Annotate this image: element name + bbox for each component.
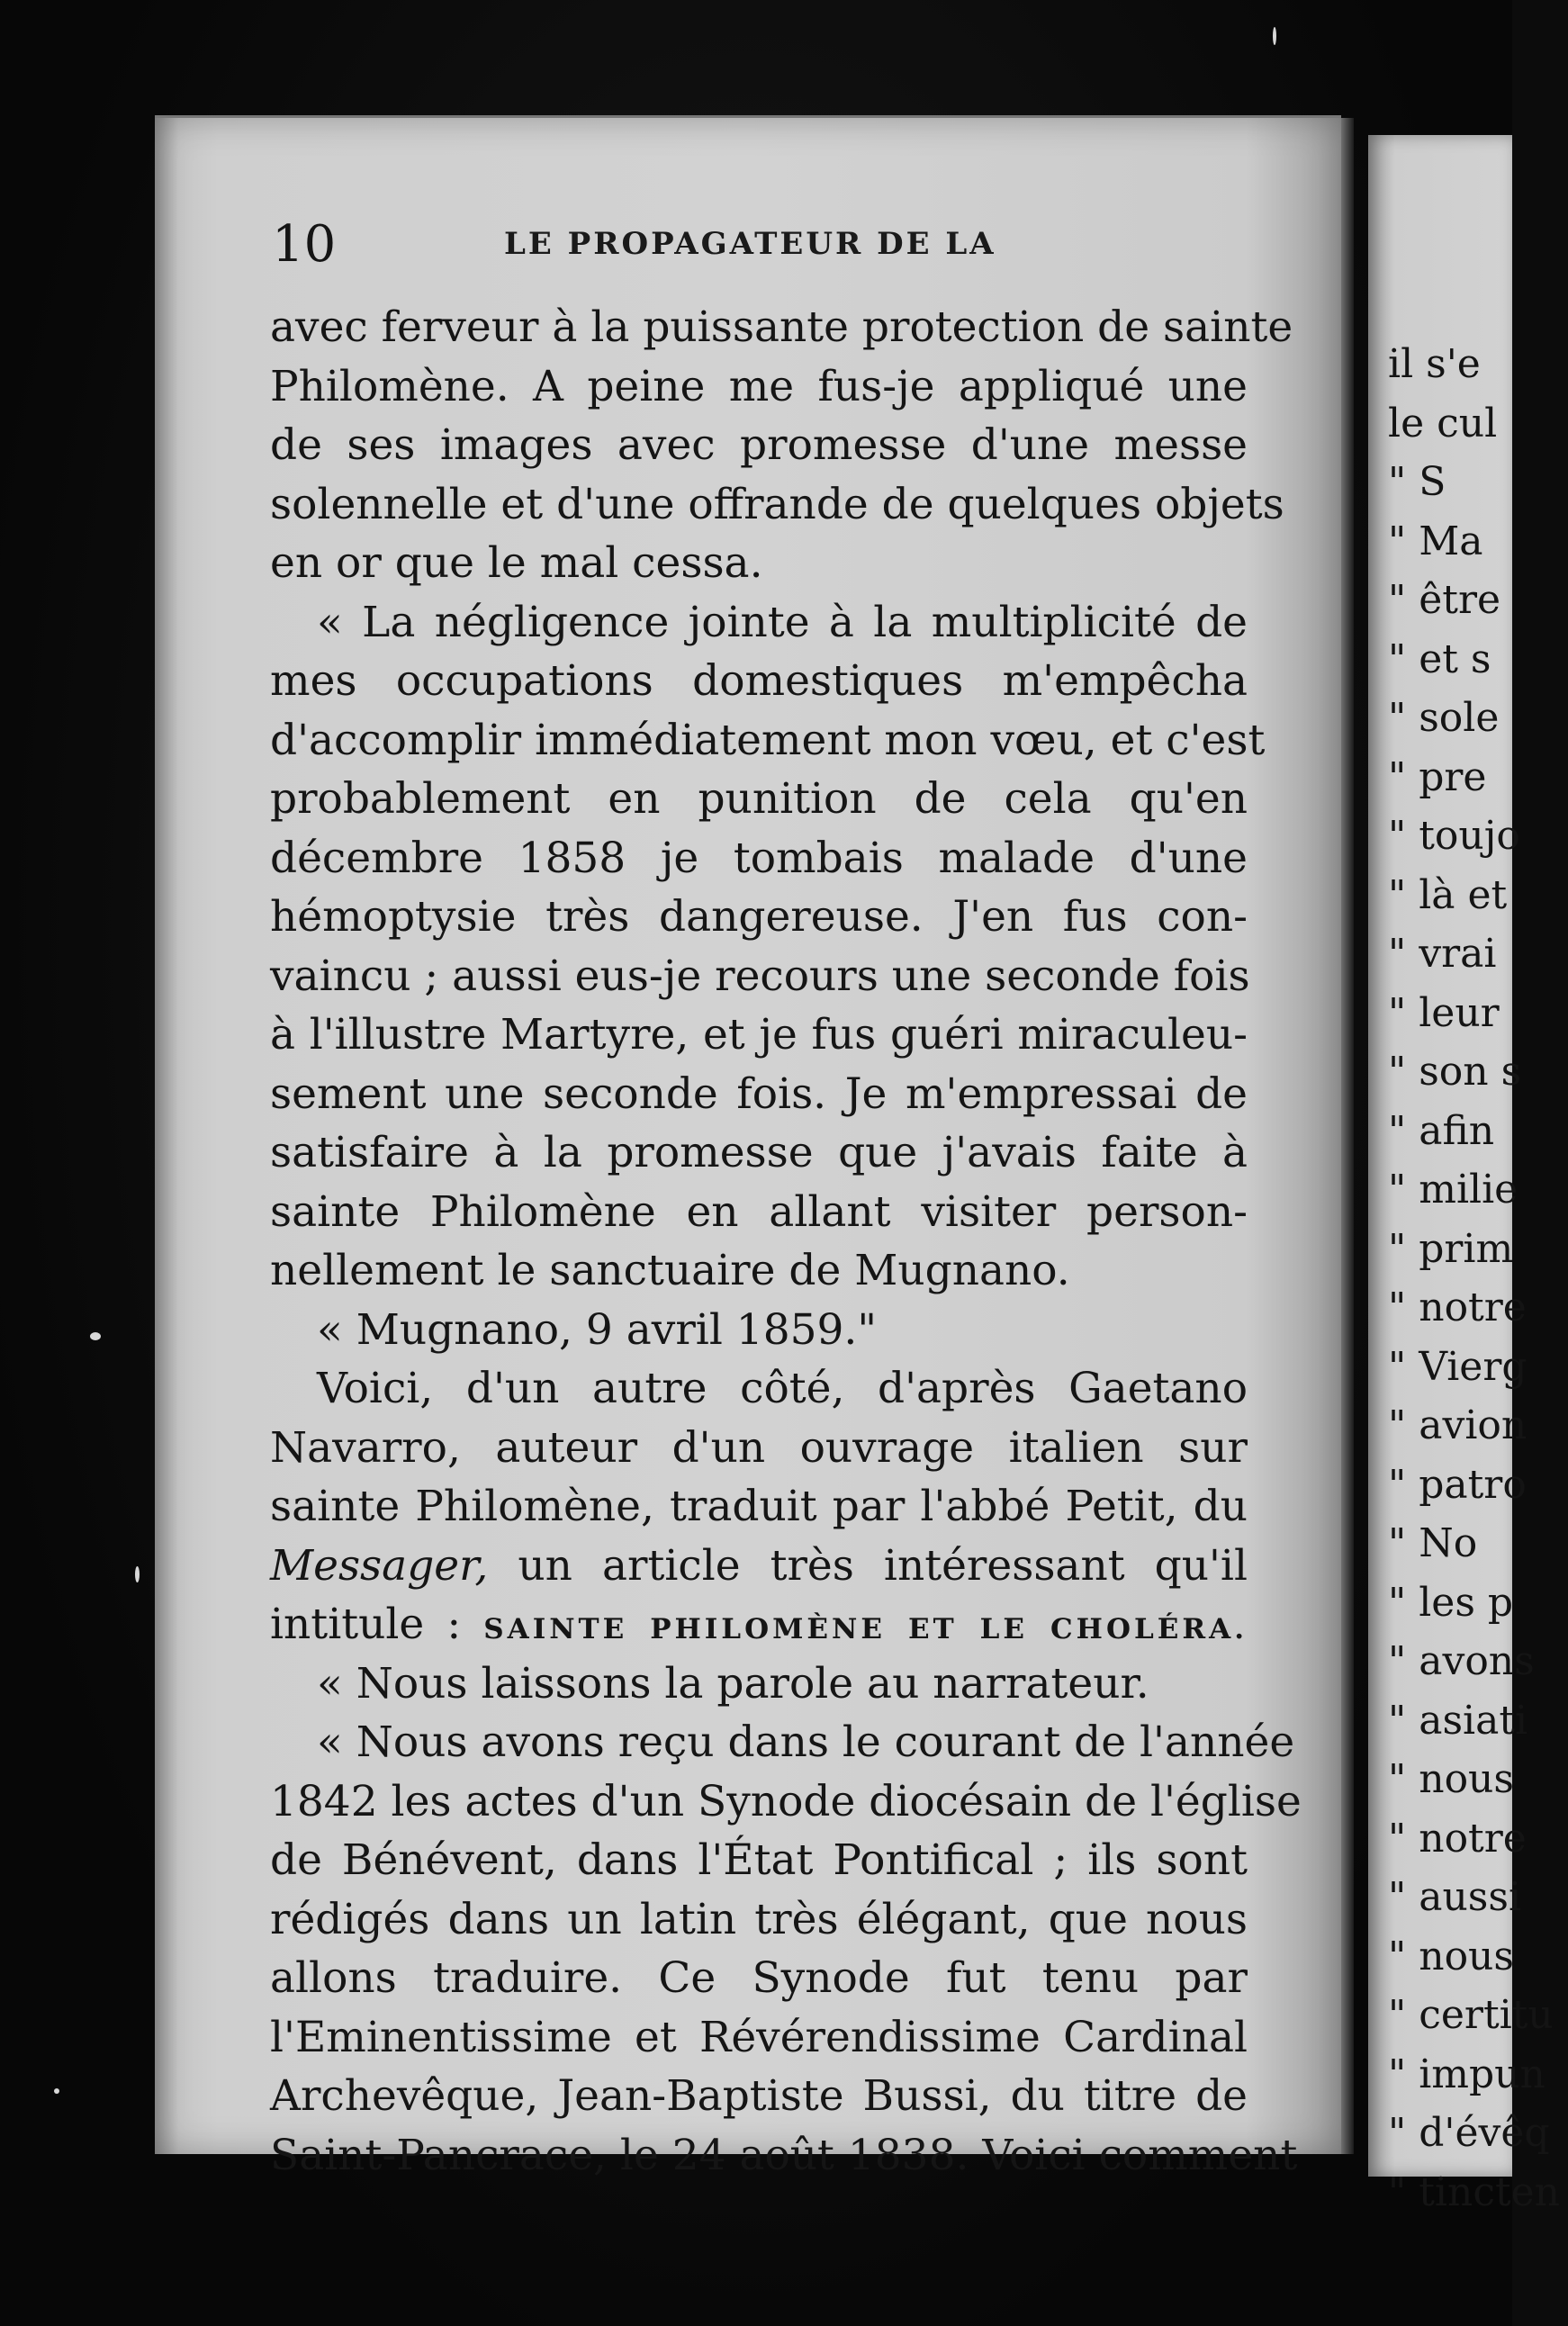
- italic-title: Messager,: [270, 1540, 489, 1591]
- right-page-line: " patro: [1388, 1461, 1527, 1508]
- text-line: à l'illustre Martyre, et je fus guéri miraculeu-: [270, 1010, 1248, 1059]
- body-text: [270, 298, 1302, 2185]
- text-line: sement une seconde fois. Je m'empressai de: [270, 1068, 1248, 1119]
- text-line: « Nous laissons la parole au narrateur.: [317, 1658, 1149, 1708]
- right-page-line: " nous: [1388, 1756, 1514, 1802]
- text-line: sainte Philomène en allant visiter person-: [270, 1186, 1248, 1237]
- running-title: LE PROPAGATEUR DE LA: [504, 226, 996, 262]
- text-line: hémoptysie très dangereuse. J'en fus con-: [270, 892, 1248, 942]
- text-line: sainte Philomène, traduit par l'abbé Petit, du: [270, 1482, 1248, 1531]
- right-page-line: " nous: [1388, 1933, 1514, 1979]
- right-page-line: " son s: [1388, 1049, 1522, 1095]
- right-page-line: " les p: [1388, 1579, 1514, 1626]
- text-line: décembre 1858 je tombais malade d'une: [270, 833, 1248, 883]
- section-title-caps: SAINTE PHILOMÈNE ET LE CHOLÉRA.: [483, 1613, 1248, 1645]
- text-line: Saint-Pancrace, le 24 août 1838. Voici comment: [270, 2130, 1298, 2180]
- right-page-line: " prim: [1388, 1225, 1514, 1272]
- right-page-line: " avons: [1388, 1638, 1535, 1684]
- text-line: [270, 1595, 1248, 1654]
- text-line: Philomène. A peine me fus-je appliqué une: [270, 361, 1248, 411]
- text-line: nellement le sanctuaire de Mugnano.: [270, 1246, 1070, 1295]
- right-page-line: " No: [1388, 1520, 1478, 1566]
- book-page-left: [155, 115, 1341, 2180]
- right-page-line: " Vierg: [1388, 1343, 1527, 1390]
- dust-speck: [135, 1566, 140, 1582]
- text-line: 1842 les actes d'un Synode diocésain de l'église: [270, 1776, 1302, 1826]
- dust-speck: [1273, 27, 1276, 45]
- text-line: de ses images avec promesse d'une messe: [270, 420, 1248, 470]
- text-line: allons traduire. Ce Synode fut tenu par: [270, 1953, 1248, 2003]
- right-page-line: le cul: [1388, 400, 1498, 446]
- text-line: satisfaire à la promesse que j'avais faite à: [270, 1128, 1248, 1177]
- text-line: mes occupations domestiques m'empêcha: [270, 656, 1248, 706]
- right-page-line: " impun: [1388, 2051, 1545, 2097]
- text-line: « Mugnano, 9 avril 1859.": [317, 1304, 877, 1355]
- text-line: d'accomplir immédiatement mon vœu, et c'est: [270, 715, 1266, 765]
- right-page-line: " avion: [1388, 1402, 1527, 1448]
- page-number: 10: [272, 215, 337, 274]
- right-page-line: " S: [1388, 459, 1446, 505]
- right-page-line: " là et: [1388, 871, 1508, 918]
- right-page-line: " et s: [1388, 636, 1491, 682]
- right-page-line: il s'e: [1388, 341, 1481, 387]
- dust-speck: [90, 1332, 101, 1340]
- text-line: rédigés dans un latin très élégant, que nous: [270, 1894, 1248, 1944]
- right-page-line: " notre: [1388, 1285, 1527, 1330]
- right-page-line: " notre: [1388, 1815, 1527, 1862]
- right-page-line: " tincten: [1388, 2168, 1561, 2215]
- text-line: de Bénévent, dans l'État Pontifical ; ils sont: [270, 1835, 1248, 1885]
- text-line: solennelle et d'une offrande de quelques objets: [270, 479, 1284, 529]
- right-page-line: " certitu: [1388, 1992, 1554, 2038]
- right-page-line: " toujo: [1388, 813, 1520, 859]
- right-page-line: " aussi: [1388, 1874, 1522, 1920]
- text-line: Archevêque, Jean-Baptiste Bussi, du titre de: [270, 2071, 1248, 2121]
- text-line: avec ferveur à la puissante protection de sainte: [270, 302, 1293, 352]
- right-page-line: " sole: [1388, 695, 1500, 741]
- right-page-line: " être: [1388, 577, 1501, 623]
- right-page-line: " pre: [1388, 753, 1487, 800]
- text-line: Voici, d'un autre côté, d'après Gaetano: [317, 1364, 1248, 1413]
- text-line: [270, 1537, 1248, 1596]
- running-head: [272, 215, 1262, 287]
- text-line: vaincu ; aussi eus-je recours une seconde fois: [270, 951, 1250, 1001]
- dust-speck: [54, 2088, 59, 2094]
- book-page-right-fragment: [1368, 135, 1561, 2215]
- text-line: « Nous avons reçu dans le courant de l'année: [317, 1717, 1295, 1767]
- text-fragment: un article très intéressant qu'il: [488, 1540, 1248, 1591]
- text-line: Navarro, auteur d'un ouvrage italien sur: [270, 1422, 1248, 1473]
- text-fragment: intitule :: [270, 1600, 484, 1649]
- text-line: l'Eminentissime et Révérendissime Cardinal: [270, 2012, 1248, 2062]
- right-page-line: " milie: [1388, 1167, 1518, 1213]
- text-line: « La négligence jointe à la multiplicité de: [317, 597, 1248, 647]
- right-page-line: " d'évêq: [1388, 2110, 1550, 2156]
- right-page-line: " afin: [1388, 1107, 1495, 1154]
- right-page-line: " vrai: [1388, 931, 1497, 977]
- right-page-line: " asiati: [1388, 1697, 1528, 1744]
- text-line: probablement en punition de cela qu'en: [270, 774, 1248, 824]
- right-page-line: " Ma: [1388, 518, 1483, 564]
- right-page-text: [1388, 335, 1568, 2222]
- text-line: en or que le mal cessa.: [270, 538, 763, 588]
- right-page-line: " leur: [1388, 989, 1500, 1036]
